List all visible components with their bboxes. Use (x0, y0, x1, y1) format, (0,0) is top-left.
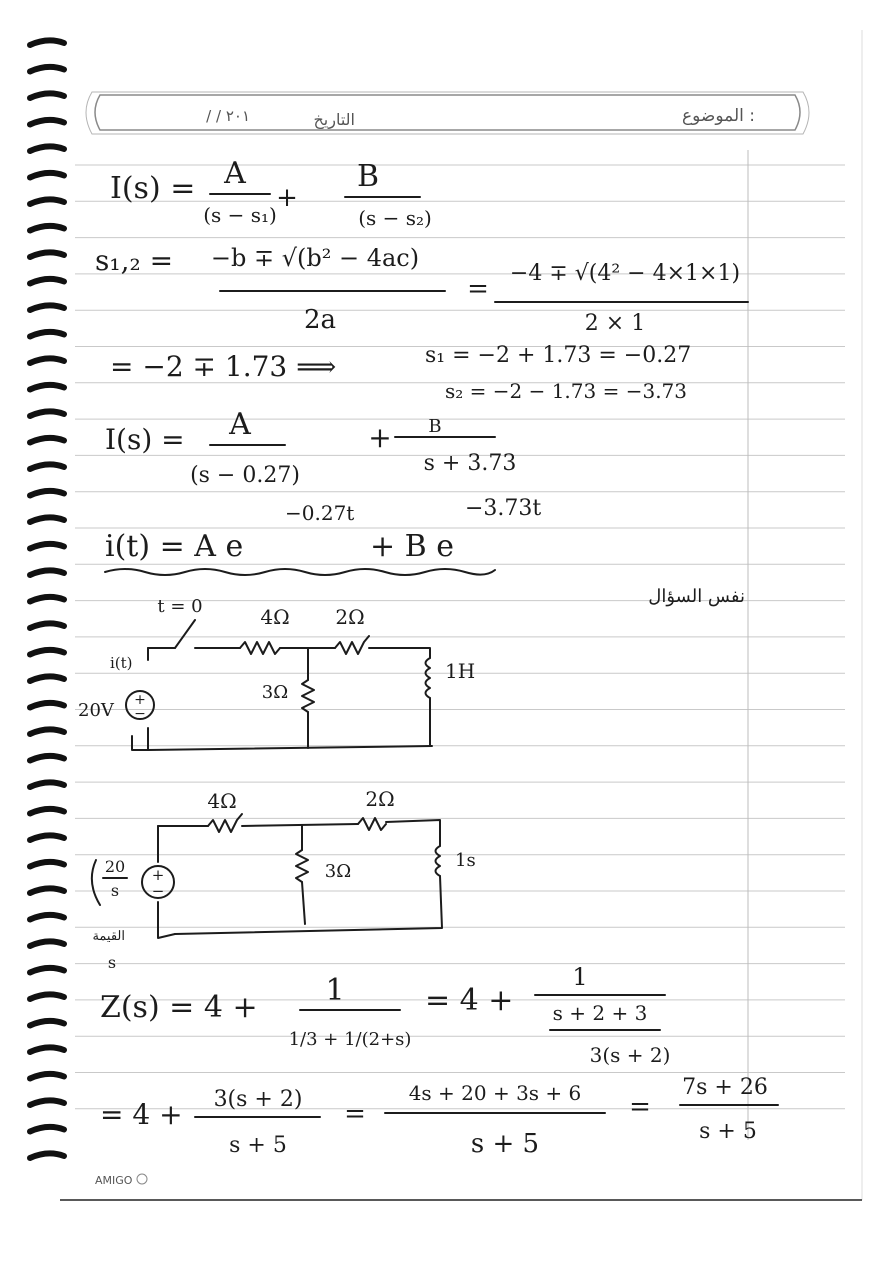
c2-l-label: 1s (455, 850, 476, 871)
eq6-den-r-bot: 3(s + 2) (589, 1043, 671, 1067)
eq6-num: 1 (325, 973, 345, 1008)
eq6-den: 1/3 + 1/(2+s) (288, 1029, 412, 1050)
eq4-lhs: I(s) = (105, 423, 185, 456)
eq7-num3: 7s + 26 (682, 1075, 768, 1100)
eq1-plus: + (276, 183, 298, 213)
eq7-den3: s + 5 (699, 1119, 757, 1144)
eq4-num2: B (428, 416, 442, 437)
eq7-den1: s + 5 (229, 1133, 287, 1158)
eq7-eq2: = (629, 1092, 651, 1122)
eq7-num1: 3(s + 2) (213, 1087, 303, 1112)
eq5-exp2: −3.73t (465, 496, 542, 521)
eq2-den-r: 2 × 1 (584, 311, 646, 336)
c2-r2-label: 2Ω (365, 787, 395, 811)
eq4-num1: A (229, 407, 251, 442)
svg-text:−: − (151, 882, 165, 900)
eq6-lhs: Z(s) = 4 + (100, 990, 258, 1025)
svg-text:−: − (134, 706, 146, 722)
c2-source-num: 20 (104, 857, 126, 876)
eq7-eq: = (344, 1099, 366, 1129)
eq2-num: −b ∓ √(b² − 4ac) (210, 244, 420, 272)
c2-source-den: s (110, 881, 120, 900)
brand-text: AMIGO (95, 1174, 133, 1187)
c2-r3-label: 3Ω (324, 861, 352, 882)
eq2-lhs: s₁,₂ = (95, 244, 174, 277)
eq7-den2: s + 5 (470, 1129, 540, 1159)
date-value: / / ٢٠١ (206, 107, 250, 125)
r1-label: 4Ω (260, 605, 290, 629)
eq6-eq: = 4 + (425, 983, 514, 1018)
eq6-den-r-top: s + 2 + 3 (552, 1001, 648, 1025)
eq1-num2: B (356, 159, 380, 194)
eq1-lhs: I(s) = (110, 171, 196, 206)
eq2-num-r: −4 ∓ √(4² − 4×1×1) (509, 261, 741, 286)
eq4-plus: + (368, 421, 392, 454)
svg-text:+: + (151, 866, 165, 884)
eq3-s2: s₂ = −2 − 1.73 = −3.73 (445, 379, 688, 403)
eq4-den2: s + 3.73 (423, 451, 517, 476)
eq3-s1: s₁ = −2 + 1.73 = −0.27 (425, 343, 692, 368)
eq6-num-r: 1 (572, 963, 588, 991)
date-label: التاريخ (313, 110, 355, 129)
circuit1-note: نفس السؤال (648, 586, 745, 607)
eq3-text: = −2 ∓ 1.73 ⟹ (110, 350, 337, 383)
eq2-eq: = (467, 274, 489, 304)
eq2-den: 2a (303, 305, 337, 335)
eq5-exp1: −0.27t (285, 501, 355, 525)
r3-label: 3Ω (261, 682, 289, 703)
c2-r1-label: 4Ω (207, 789, 237, 813)
c2-side-note-top: القيمة (92, 929, 125, 944)
switch-label: t = 0 (157, 596, 203, 617)
r2-label: 2Ω (335, 605, 365, 629)
eq7-lhs: = 4 + (100, 1098, 183, 1131)
current-label: i(t) (110, 654, 133, 672)
eq5-lhs: i(t) = A e (105, 529, 244, 564)
svg-text:+: + (134, 692, 146, 708)
eq7-num2: 4s + 20 + 3s + 6 (408, 1081, 582, 1105)
eq1-den1: (s − s₁) (203, 203, 277, 227)
eq4-den1: (s − 0.27) (190, 463, 300, 488)
eq1-den2: (s − s₂) (358, 206, 432, 230)
subject-label: الموضوع : (681, 106, 755, 126)
l-label: 1H (445, 659, 476, 683)
eq1-num1: A (224, 156, 246, 191)
eq5-mid: + B e (370, 529, 455, 564)
source-label: 20V (78, 700, 114, 721)
c2-side-note-bot: s (107, 953, 117, 972)
